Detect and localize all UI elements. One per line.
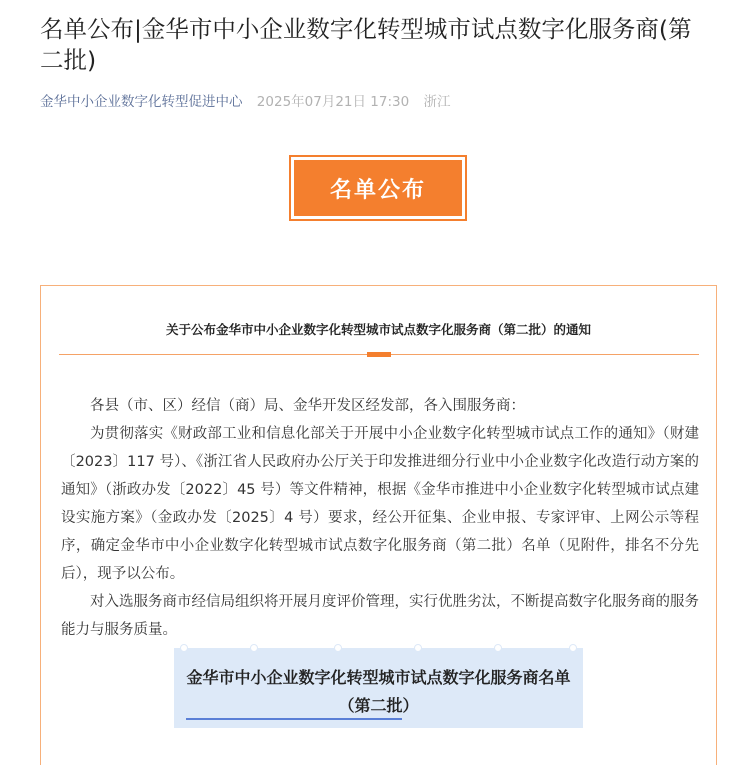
banner-label: 名单公布 — [294, 160, 462, 216]
decorative-dots — [174, 644, 583, 652]
article-meta — [40, 92, 451, 112]
dot-icon — [569, 644, 577, 652]
notice-paragraph: 对入选服务商市经信局组织将开展月度评价管理，实行优胜劣汰，不断提高数字化服务商的服务能力与服务质量。 — [61, 594, 699, 638]
notice-body — [61, 392, 699, 644]
notice-paragraph: 为贯彻落实《财政部工业和信息化部关于开展中小企业数字化转型城市试点工作的通知》（财建〔2023〕117 号）、《浙江省人民政府办公厅关于印发推进细分行业中小企业数字化改造行动方案的通知》（浙政办发〔2022〕45 号）等文件精神，根据《金华市推进中小企业数字化转型城市试点建设实施方案》（金政办发〔2025〕4 号）要求，经公开征集、企业申报、专家评审、上网公示等程序，确定金华市中小企业数字化转型城市试点数字化服务商（第二批）名单（见附件，排名不分先后），现予以公布。 — [61, 426, 699, 582]
dot-icon — [180, 644, 188, 652]
banner-box — [289, 155, 467, 221]
article-title: 名单公布|金华市中小企业数字化转型城市试点数字化服务商(第二批) — [40, 15, 692, 74]
publish-date: 2025年07月21日 17:30 — [256, 94, 410, 110]
dot-icon — [494, 644, 502, 652]
dot-icon — [334, 644, 342, 652]
divider-accent — [367, 352, 391, 357]
dot-icon — [414, 644, 422, 652]
notice-paragraph: 各县（市、区）经信（商）局、金华开发区经发部，各入围服务商： — [90, 398, 525, 414]
list-title — [174, 664, 583, 720]
list-title-line1: 金华市中小企业数字化转型城市试点数字化服务商名单 — [186, 668, 571, 687]
author-link[interactable]: 金华中小企业数字化转型促进中心 — [40, 94, 243, 110]
notice-card — [40, 285, 717, 765]
publish-location: 浙江 — [423, 94, 451, 110]
notice-title: 关于公布金华市中小企业数字化转型城市试点数字化服务商（第二批）的通知 — [165, 322, 591, 337]
list-title-line2: （第二批） — [338, 696, 419, 715]
dot-icon — [250, 644, 258, 652]
list-title-underline — [186, 718, 402, 720]
list-title-box — [174, 648, 583, 728]
